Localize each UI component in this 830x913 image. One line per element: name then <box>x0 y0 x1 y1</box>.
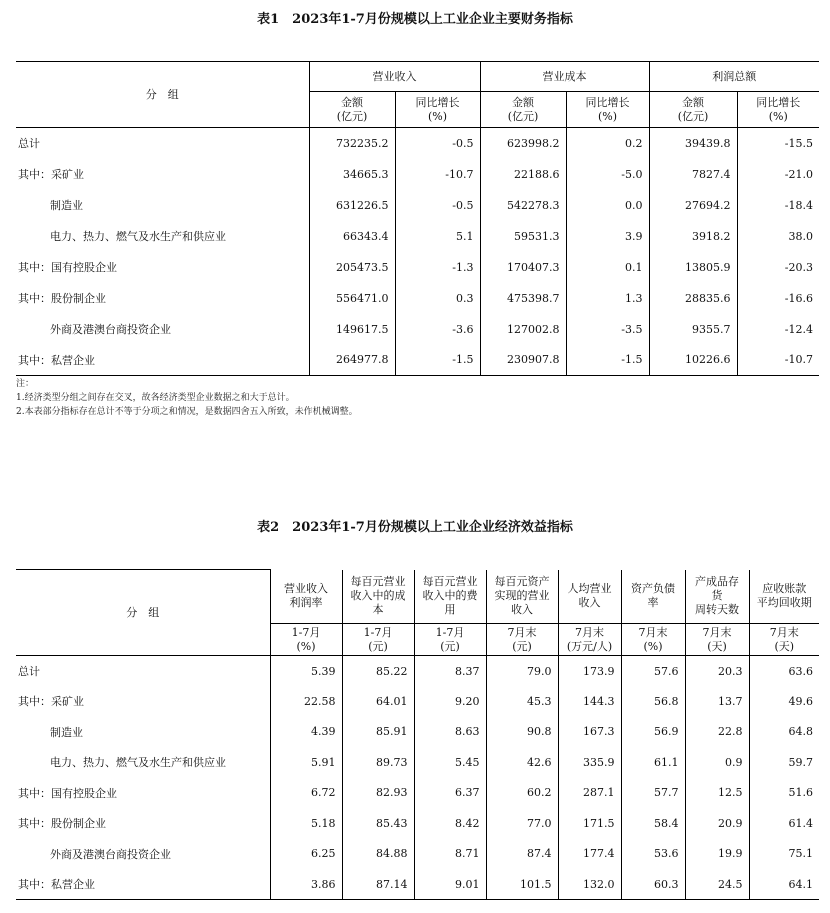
note-1: 1.经济类型分组之间存在交叉，故各经济类型企业数据之和大于总计。 <box>16 393 295 403</box>
cell-value: 79.0 <box>486 656 558 687</box>
cell-value: -3.6 <box>395 314 480 345</box>
cell-value: 8.71 <box>414 839 486 870</box>
cell-value: 101.5 <box>486 869 558 900</box>
cell-value: 64.01 <box>342 686 414 717</box>
cell-value: -18.4 <box>737 190 819 221</box>
table2-group-header: 分 组 <box>16 570 270 656</box>
table2-column-header-line: 营业收入 <box>284 582 328 596</box>
cell-value: -1.5 <box>566 345 649 376</box>
note-heading: 注： <box>16 379 35 389</box>
table1-amount-header-line: 金额 <box>682 95 704 109</box>
table2-column-header-line: 收入 <box>578 596 601 610</box>
table-row <box>16 839 819 870</box>
unit: (%) <box>643 639 663 653</box>
cell-value: 127002.8 <box>480 314 566 345</box>
row-label: 电力、热力、燃气及水生产和供应业 <box>50 230 226 243</box>
row-label: 外商及港澳台商投资企业 <box>50 323 171 336</box>
table1-amount-header-line: 金额 <box>341 95 363 109</box>
table1-amount-header-line: (亿元) <box>336 109 368 123</box>
cell-value: 42.6 <box>486 747 558 778</box>
table2-column-header-line: 每百元资产 <box>494 575 550 589</box>
cell-value: 22.58 <box>270 686 342 717</box>
cell-value: 59.7 <box>749 747 819 778</box>
cell-value: 335.9 <box>558 747 621 778</box>
cell-value: 475398.7 <box>480 283 566 314</box>
table-row <box>16 345 819 376</box>
cell-value: 45.3 <box>486 686 558 717</box>
cell-value: 22188.6 <box>480 159 566 190</box>
cell-value: 9355.7 <box>649 314 737 345</box>
table1-growth-header-line: (%) <box>427 109 448 123</box>
row-label: 其中：私营企业 <box>16 345 309 376</box>
cell-value: 0.0 <box>566 190 649 221</box>
cell-value: -0.5 <box>395 128 480 159</box>
table1-growth-header <box>737 92 819 128</box>
cell-value: 57.7 <box>621 778 685 809</box>
period: 1-7月 <box>435 625 465 639</box>
table1-notes <box>16 377 358 419</box>
table2-column-header-line: 平均回收期 <box>756 596 812 610</box>
cell-value: 230907.8 <box>480 345 566 376</box>
cell-value: 3918.2 <box>649 221 737 252</box>
cell-value: 85.22 <box>342 656 414 687</box>
table2-column-header <box>685 570 749 624</box>
table1 <box>16 61 819 376</box>
row-label: 电力、热力、燃气及水生产和供应业 <box>50 756 226 770</box>
table1-growth-header <box>566 92 649 128</box>
table1-group-header: 分 组 <box>16 62 309 128</box>
cell-value: 34665.3 <box>309 159 395 190</box>
table1-header-row <box>16 62 819 92</box>
period: 7月末 <box>769 625 799 639</box>
cell-value: 3.9 <box>566 221 649 252</box>
cell-value: 132.0 <box>558 869 621 900</box>
table2-column-header-line: 率 <box>647 596 659 610</box>
table1-growth-header-line: (%) <box>597 109 618 123</box>
cell-value: 6.72 <box>270 778 342 809</box>
table-row <box>16 283 819 314</box>
row-label: 总计 <box>18 137 40 151</box>
row-label: 其中：国有控股企业 <box>18 261 117 274</box>
table1-amount-header-line: (亿元) <box>677 109 709 123</box>
cell-value: 84.88 <box>342 839 414 870</box>
cell-value: 167.3 <box>558 717 621 748</box>
table2-header-row <box>16 570 819 624</box>
cell-value: 53.6 <box>621 839 685 870</box>
cell-value: 287.1 <box>558 778 621 809</box>
cell-value: 66343.4 <box>309 221 395 252</box>
cell-value: 90.8 <box>486 717 558 748</box>
table2-column-header <box>749 570 819 624</box>
table1-growth-header-line: (%) <box>768 109 788 123</box>
table-row <box>16 159 819 190</box>
cell-value: -5.0 <box>566 159 649 190</box>
table1-amount-header <box>480 92 566 128</box>
table1-amount-header <box>309 92 395 128</box>
table2-column-header <box>558 570 621 624</box>
cell-value: 170407.3 <box>480 252 566 283</box>
cell-value: -0.5 <box>395 190 480 221</box>
cell-value: -21.0 <box>737 159 819 190</box>
cell-value: 87.14 <box>342 869 414 900</box>
unit: (%) <box>296 639 316 653</box>
cell-value: 57.6 <box>621 656 685 687</box>
table1-metric-cost: 营业成本 <box>480 62 649 92</box>
row-label: 制造业 <box>50 199 83 212</box>
table2-column-header-line: 产成品存 <box>695 575 739 589</box>
table2-column-header-line: 本 <box>372 603 384 617</box>
cell-value: 89.73 <box>342 747 414 778</box>
cell-value: 60.3 <box>621 869 685 900</box>
table2-column-header-line: 资产负债 <box>631 582 675 596</box>
cell-value: 205473.5 <box>309 252 395 283</box>
table-row <box>16 808 819 839</box>
table2-column-header-line: 收入中的成 <box>350 589 406 603</box>
unit: (天) <box>707 639 727 653</box>
table2-column-header-line: 利润率 <box>289 596 323 610</box>
table-row <box>16 869 819 900</box>
table2-column-header-line: 收入 <box>511 603 533 617</box>
table2-period-unit-header <box>621 624 685 656</box>
cell-value: 264977.8 <box>309 345 395 376</box>
cell-value: 6.25 <box>270 839 342 870</box>
table2-column-header-line: 每百元营业 <box>350 575 406 589</box>
table-row <box>16 747 819 778</box>
cell-value: 0.1 <box>566 252 649 283</box>
table-row <box>16 717 819 748</box>
period: 7月末 <box>507 625 537 639</box>
table2-period-unit-header <box>685 624 749 656</box>
cell-value: 56.9 <box>621 717 685 748</box>
table1-metric-revenue: 营业收入 <box>309 62 480 92</box>
cell-value: 0.9 <box>685 747 749 778</box>
table2-column-header-line: 收入中的费 <box>422 589 478 603</box>
cell-value: 0.3 <box>395 283 480 314</box>
cell-value: 8.42 <box>414 808 486 839</box>
table2-column-header <box>621 570 685 624</box>
cell-value: 0.2 <box>566 128 649 159</box>
cell-value: 59531.3 <box>480 221 566 252</box>
cell-value: 5.45 <box>414 747 486 778</box>
cell-value: -20.3 <box>737 252 819 283</box>
cell-value: 631226.5 <box>309 190 395 221</box>
cell-value: 77.0 <box>486 808 558 839</box>
cell-value: 49.6 <box>749 686 819 717</box>
cell-value: 9.01 <box>414 869 486 900</box>
table2-column-header-line: 人均营业 <box>567 582 612 596</box>
period: 7月末 <box>702 625 732 639</box>
table2 <box>16 569 819 900</box>
cell-value: 556471.0 <box>309 283 395 314</box>
table1-growth-header-line: 同比增长 <box>756 95 801 109</box>
cell-value: -3.5 <box>566 314 649 345</box>
row-label: 其中：国有控股企业 <box>18 786 117 800</box>
table2-period-unit-header <box>558 624 621 656</box>
table-row <box>16 686 819 717</box>
table1-metric-profit: 利润总额 <box>649 62 819 92</box>
cell-value: 19.9 <box>685 839 749 870</box>
cell-value: 39439.8 <box>649 128 737 159</box>
table2-column-header-line: 用 <box>444 603 456 617</box>
cell-value: -16.6 <box>737 283 819 314</box>
cell-value: 64.8 <box>749 717 819 748</box>
cell-value: 64.1 <box>749 869 819 900</box>
cell-value: 171.5 <box>558 808 621 839</box>
cell-value: 63.6 <box>749 656 819 687</box>
cell-value: 61.4 <box>749 808 819 839</box>
cell-value: 8.63 <box>414 717 486 748</box>
unit: (元) <box>512 639 532 653</box>
row-label: 制造业 <box>50 725 83 739</box>
cell-value: 85.91 <box>342 717 414 748</box>
cell-value: -1.5 <box>395 345 480 376</box>
table2-period-unit-header <box>414 624 486 656</box>
table2-column-header-line: 周转天数 <box>695 603 739 617</box>
table1-growth-header-line: 同比增长 <box>585 95 630 109</box>
cell-value: 58.4 <box>621 808 685 839</box>
table1-growth-header <box>395 92 480 128</box>
table2-column-header <box>414 570 486 624</box>
cell-value: 5.1 <box>395 221 480 252</box>
cell-value: 56.8 <box>621 686 685 717</box>
table2-period-unit-header <box>270 624 342 656</box>
cell-value: 542278.3 <box>480 190 566 221</box>
unit: (元) <box>368 639 388 653</box>
cell-value: 51.6 <box>749 778 819 809</box>
cell-value: 5.91 <box>270 747 342 778</box>
table1-amount-header <box>649 92 737 128</box>
cell-value: 38.0 <box>737 221 819 252</box>
cell-value: 149617.5 <box>309 314 395 345</box>
cell-value: 5.39 <box>270 656 342 687</box>
cell-value: 3.86 <box>270 869 342 900</box>
cell-value: 85.43 <box>342 808 414 839</box>
period: 7月末 <box>575 625 604 639</box>
note-2: 2.本表部分指标存在总计不等于分项之和情况，是数据四舍五入所致，未作机械调整。 <box>16 407 358 417</box>
cell-value: 177.4 <box>558 839 621 870</box>
row-label: 其中：私营企业 <box>16 869 270 900</box>
table-row <box>16 190 819 221</box>
unit: (万元/人) <box>566 639 613 653</box>
cell-value: 28835.6 <box>649 283 737 314</box>
table1-growth-header-line: 同比增长 <box>415 95 460 109</box>
cell-value: 1.3 <box>566 283 649 314</box>
cell-value: 13.7 <box>685 686 749 717</box>
table2-title: 表2 2023年1-7月份规模以上工业企业经济效益指标 <box>257 520 573 535</box>
cell-value: 4.39 <box>270 717 342 748</box>
cell-value: 24.5 <box>685 869 749 900</box>
table2-column-header-line: 实现的营业 <box>494 589 550 603</box>
cell-value: 7827.4 <box>649 159 737 190</box>
row-label: 其中：采矿业 <box>18 695 84 709</box>
table-row <box>16 252 819 283</box>
cell-value: 75.1 <box>749 839 819 870</box>
period: 7月末 <box>638 625 668 639</box>
cell-value: 13805.9 <box>649 252 737 283</box>
cell-value: 87.4 <box>486 839 558 870</box>
table-row <box>16 221 819 252</box>
cell-value: 20.3 <box>685 656 749 687</box>
unit: (天) <box>774 639 795 653</box>
cell-value: 60.2 <box>486 778 558 809</box>
period: 1-7月 <box>291 625 321 639</box>
cell-value: 9.20 <box>414 686 486 717</box>
table2-column-header-line: 货 <box>711 589 723 603</box>
cell-value: -10.7 <box>395 159 480 190</box>
row-label: 总计 <box>18 665 40 678</box>
table-row <box>16 778 819 809</box>
table2-period-unit-header <box>749 624 819 656</box>
cell-value: 623998.2 <box>480 128 566 159</box>
cell-value: 8.37 <box>414 656 486 687</box>
table2-period-unit-header <box>342 624 414 656</box>
cell-value: -1.3 <box>395 252 480 283</box>
cell-value: 27694.2 <box>649 190 737 221</box>
table-row <box>16 128 819 159</box>
table1-amount-header-line: (亿元) <box>507 109 539 123</box>
table2-column-header <box>486 570 558 624</box>
cell-value: -15.5 <box>737 128 819 159</box>
cell-value: 61.1 <box>621 747 685 778</box>
cell-value: 6.37 <box>414 778 486 809</box>
cell-value: 22.8 <box>685 717 749 748</box>
cell-value: 144.3 <box>558 686 621 717</box>
table-row <box>16 314 819 345</box>
row-label: 外商及港澳台商投资企业 <box>50 847 171 861</box>
cell-value: 5.18 <box>270 808 342 839</box>
unit: (元) <box>440 639 460 653</box>
cell-value: 732235.2 <box>309 128 395 159</box>
cell-value: -12.4 <box>737 314 819 345</box>
cell-value: 10226.6 <box>649 345 737 376</box>
table-row <box>16 656 819 687</box>
table2-column-header <box>270 570 342 624</box>
table2-column-header <box>342 570 414 624</box>
cell-value: -10.7 <box>737 345 819 376</box>
cell-value: 82.93 <box>342 778 414 809</box>
table1-amount-header-line: 金额 <box>512 95 534 109</box>
row-label: 其中：股份制企业 <box>18 292 106 305</box>
row-label: 其中：股份制企业 <box>18 817 106 831</box>
table2-column-header-line: 每百元营业 <box>422 575 478 589</box>
cell-value: 173.9 <box>558 656 621 687</box>
table1-title: 表1 2023年1-7月份规模以上工业企业主要财务指标 <box>257 12 573 27</box>
table2-column-header-line: 应收账款 <box>762 582 807 596</box>
table2-period-unit-header <box>486 624 558 656</box>
row-label: 其中：采矿业 <box>18 168 84 181</box>
cell-value: 12.5 <box>685 778 749 809</box>
period: 1-7月 <box>363 625 393 639</box>
cell-value: 20.9 <box>685 808 749 839</box>
